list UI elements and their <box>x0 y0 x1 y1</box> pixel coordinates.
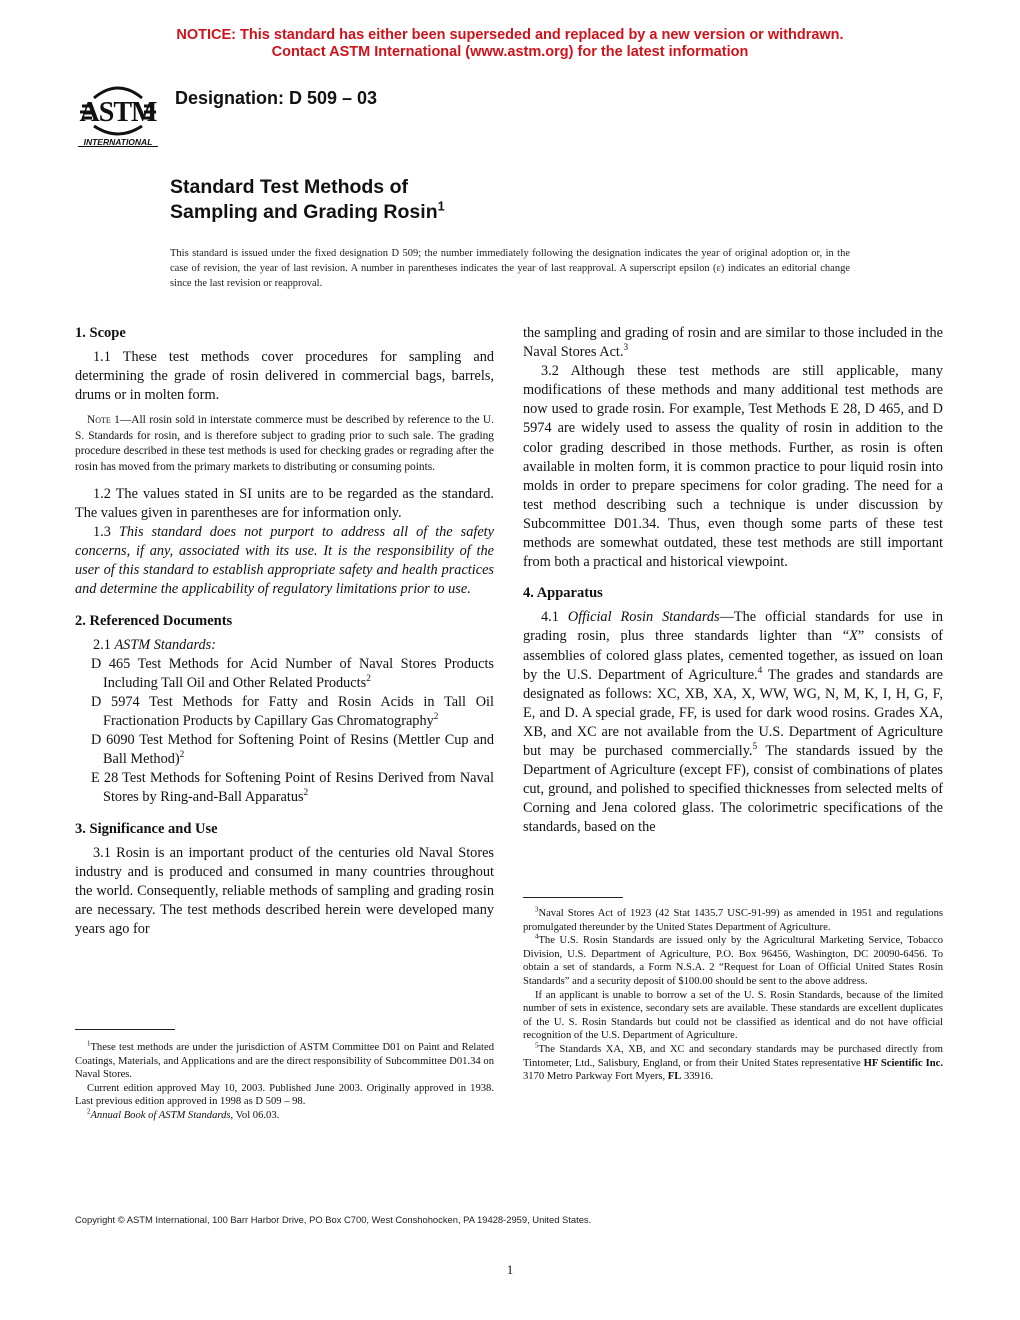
title-line-1: Standard Test Methods of <box>170 176 408 198</box>
section-1-heading: 1. Scope <box>75 325 126 341</box>
para-1-3-text: This standard does not purport to address all of the safety concerns, if any, associated with its use. It is the responsibility of the user of this standard to establish appropriate safety and health practices and determine the applicability of regulatory limitations prior to use. <box>75 524 494 598</box>
title-text: Sampling and Grading Rosin <box>170 201 438 223</box>
footnote-2 <box>75 1109 494 1123</box>
footnote-1b: Current edition approved May 10, 2003. Published June 2003. Originally approved in 1938. Last previous edition approved in 1998 as D 509 – 98. <box>75 1082 494 1108</box>
para-x: X <box>849 628 858 645</box>
footnote-4b: If an applicant is unable to borrow a set of the U. S. Rosin Standards, because of the limited number of sets in existence, secondary sets are available. These standards are excellent duplicates of the U. S. Rosin Standards but could not be classified as identical and do not have official recognition of the U.S. Department of Agriculture. <box>523 989 943 1042</box>
para-italic: Official Rosin Standards <box>567 609 720 626</box>
right-column <box>523 324 943 837</box>
para-2-1-num: 2.1 <box>93 636 115 653</box>
fn-mark: 1 <box>87 1040 91 1048</box>
right-footnote-rule <box>523 897 623 898</box>
page-number: 1 <box>506 1262 514 1277</box>
ref-footnote: 2 <box>303 788 309 799</box>
fn-text: The U.S. Rosin Standards are issued only by the Agricultural Marketing Service, Tobacco Division, U.S. Department of Agriculture, P.O. Box 96456, Washington, DC 20090-6456. To obtain a set of standards, a Form N.S.A. 2 “Request for Loan of Official United States Rosin Standards” and a security deposit of $100.00 should be sent to the above address. <box>523 935 943 987</box>
left-column <box>75 324 494 939</box>
fn-text: The Standards XA, XB, and XC and secondary standards may be purchased directly from Tintometer, Ltd., Salisbury, England, or from their United States representative <box>523 1043 943 1069</box>
cont-text: the sampling and grading of rosin and are similar to those included in the Naval Stores Act. <box>523 325 943 361</box>
withdrawal-notice <box>0 27 1020 61</box>
para-3-2: 3.2 Although these test methods are still applicable, many modifications of these methods and many additional test methods are now used to grade rosin. For example, Test Methods E 28, D 465, and D 5974 are widely used to assess the quality of rosin in addition to the color grading described in those methods. Further, as rosin is often available in molten form, it is common practice to pour liquid rosin into molds in order to prepare specimens for color grading. The need for a test method describing such a technique is under discussion by Subcommittee D01.34. Thus, even though some parts of these test methods are somewhat outdated, these test methods are still important from both a practical and historical viewpoint. <box>523 363 943 571</box>
notice-line-1: NOTICE: This standard has either been superseded and replaced by a new version or withdrawn. <box>176 27 844 43</box>
fn-bold: HF Scientific Inc. <box>863 1057 943 1069</box>
fn-mark: 4 <box>535 933 539 941</box>
ref-text: D 465 Test Methods for Acid Number of Naval Stores Products Including Tall Oil and Other Related Products <box>91 655 494 691</box>
para-1-2: 1.2 The values stated in SI units are to be regarded as the standard. The values given in parentheses are for information only. <box>75 486 494 522</box>
fn-mark: 4 <box>757 665 763 676</box>
fn-text: These test methods are under the jurisdiction of ASTM Committee D01 on Paint and Related Coatings, Materials, and Applications and are the direct responsibility of Subcommittee D01.34 on Naval Stores. <box>75 1042 494 1081</box>
para-text-d: The standards issued by the Department of Agriculture (except FF), consist of combinations of plates cut, ground, and polished to specified thicknesses from selected melts of Corning and Jena colored glass. The colorimetric specifications of the standards, based on the <box>523 742 944 836</box>
title-line-2 <box>170 200 445 225</box>
note-text: —All rosin sold in interstate commerce must be described by reference to the U. S. Standards for rosin, and is therefore subject to grading prior to such sale. The grading procedure described in these test methods is used for checking grades or regrading after the rosin has moved from the primary markets to distributing or consuming points. <box>75 414 494 473</box>
fn-mark: 2 <box>87 1108 91 1116</box>
ref-footnote: 2 <box>433 712 439 723</box>
note-label: Note 1 <box>87 414 120 427</box>
fn-text: Naval Stores Act of 1923 (42 Stat 1435.7 USC-91-99) as amended in 1951 and regulations promulgated thereunder by the United States Department of Agriculture. <box>523 908 943 933</box>
para-2-1 <box>75 636 494 655</box>
astm-logo <box>74 76 162 148</box>
note-1 <box>75 413 494 475</box>
footnote-5 <box>523 1043 943 1084</box>
fn-text: , Vol 06.03. <box>230 1109 280 1121</box>
section-4-heading: 4. Apparatus <box>523 585 603 602</box>
para-text-a: —The official standards for use in grading rosin, plus three standards lighter than “ <box>523 609 943 645</box>
svg-text:INTERNATIONAL: INTERNATIONAL <box>83 137 153 147</box>
ref-footnote: 2 <box>179 750 185 761</box>
para-3-1-continued <box>523 324 943 362</box>
svg-text:ASTM: ASTM <box>79 97 157 128</box>
ref-text: D 5974 Test Methods for Fatty and Rosin Acids in Tall Oil Fractionation Products by Capillary Gas Chromatography <box>91 693 494 730</box>
para-num: 4.1 <box>541 609 568 626</box>
right-footnotes <box>523 907 943 1084</box>
copyright-footer: Copyright © ASTM International, 100 Barr Harbor Drive, PO Box C700, West Conshohocken, PA 19428-2959, United States. <box>75 1214 592 1225</box>
para-1-3 <box>75 523 494 599</box>
ref-d6090 <box>91 731 494 769</box>
fn-mark: 3 <box>623 343 629 354</box>
ref-footnote: 2 <box>366 674 371 685</box>
notice-line-2: Contact ASTM International (www.astm.org) for the latest information <box>271 44 749 60</box>
footnote-1 <box>75 1041 494 1082</box>
section-3-heading: 3. Significance and Use <box>75 820 218 837</box>
para-4-1 <box>523 608 943 837</box>
para-text-c: The grades and standards are designated as follows: XC, XB, XA, X, WW, WG, N, M, K, I, H, G, F, E, and D. A special grade, FF, is used for dark wood rosins. Grades XA, XB, and XC are not available from the U.S. Department of Agriculture but may be purchased commercially. <box>523 666 943 759</box>
left-footnotes <box>75 1041 494 1123</box>
fn-italic: Annual Book of ASTM Standards <box>90 1109 231 1121</box>
ref-d5974 <box>91 693 494 731</box>
para-2-1-text: ASTM Standards: <box>114 636 216 653</box>
designation: Designation: D 509 – 03 <box>175 88 378 108</box>
fn-mark: 5 <box>752 742 758 753</box>
left-footnote-rule <box>75 1029 175 1030</box>
para-1-1: 1.1 These test methods cover procedures for sampling and determining the grade of rosin delivered in commercial bags, barrels, drums or in molten form. <box>75 349 494 404</box>
astm-logo-icon <box>74 76 162 148</box>
section-2-heading: 2. Referenced Documents <box>75 612 233 629</box>
page-title <box>170 175 445 225</box>
ref-text: D 6090 Test Method for Softening Point of Resins (Mettler Cup and Ball Method) <box>91 732 494 768</box>
fn-bold: FL <box>667 1071 682 1083</box>
title-footnote-ref: 1 <box>437 199 445 214</box>
intro-paragraph: This standard is issued under the fixed designation D 509; the number immediately following the designation indicates the year of original adoption or, in the case of revision, the year of last revision. A number in parentheses indicates the year of last reapproval. A superscript epsilon (ε) indicates an editorial change since the last revision or reapproval. <box>170 248 850 289</box>
ref-d465 <box>91 655 494 693</box>
footnote-4 <box>523 934 943 988</box>
footnote-3 <box>523 907 943 934</box>
para-text-b: ” consists of assemblies of colored glass plates, cemented together, as issued on loan by the U.S. Department of Agriculture. <box>523 628 943 683</box>
fn-text: 3170 Metro Parkway Fort Myers, <box>523 1071 668 1083</box>
para-1-3-num: 1.3 <box>93 524 119 541</box>
fn-text: 33916. <box>681 1071 714 1083</box>
ref-text: E 28 Test Methods for Softening Point of Resins Derived from Naval Stores by Ring-and-Ball Apparatus <box>91 770 494 806</box>
fn-mark: 5 <box>535 1042 539 1050</box>
para-3-1: 3.1 Rosin is an important product of the centuries old Naval Stores industry and is produced and consumed in many countries throughout the world. Consequently, reliable methods of sampling and grading rosin are necessary. The test methods described herein were developed many years ago for <box>75 844 494 937</box>
fn-mark: 3 <box>535 906 539 914</box>
ref-e28 <box>91 769 494 807</box>
